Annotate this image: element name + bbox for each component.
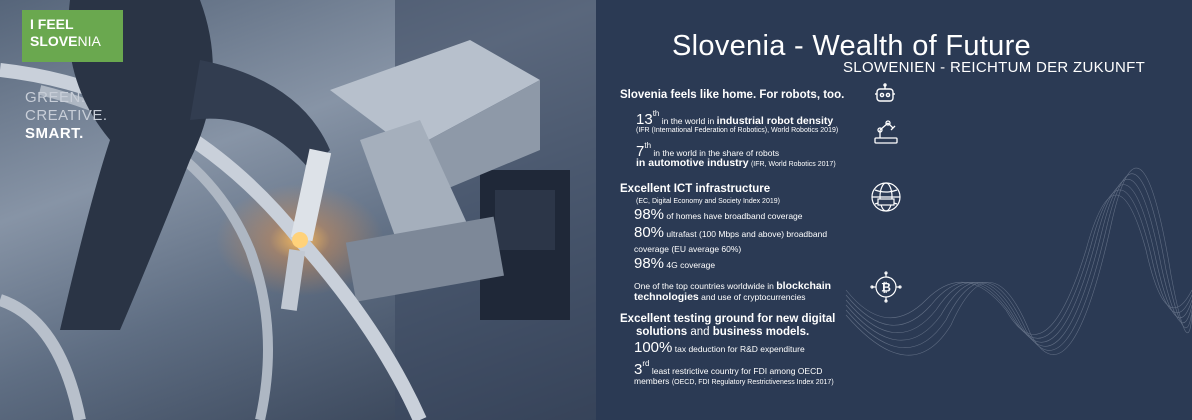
tagline-smart: SMART. (25, 125, 84, 142)
rd-tax-stat (634, 339, 805, 356)
page-subtitle: SLOWENIEN - REICHTUM DER ZUKUNFT (843, 59, 1146, 76)
stat-text: least restrictive country for FDI among OECD (651, 366, 823, 376)
ict-ultrafast-stat (634, 224, 828, 241)
brand-logo (22, 10, 123, 62)
stat-suffix: th (652, 109, 660, 118)
stat-suffix: rd (642, 359, 650, 368)
blockchain-highlight1: blockchain (776, 280, 832, 292)
stat-text: of homes have broadband coverage (666, 211, 803, 221)
testing-heading-models: business models. (712, 326, 810, 338)
robot-head-icon (873, 82, 897, 106)
ict-broadband-stat (634, 206, 803, 223)
blockchain-highlight2: technologies (634, 291, 699, 303)
network-globe-icon (869, 180, 903, 214)
fdi-members: members (634, 376, 670, 386)
brand-line1: I FEEL (30, 16, 74, 32)
brand-line2-bold: SLOVE (30, 33, 78, 49)
info-panel (596, 0, 1192, 420)
testing-heading-and: and (690, 326, 710, 338)
stat-text: 4G coverage (666, 260, 716, 270)
blockchain-line2 (634, 292, 806, 303)
stat-number: 80% (634, 224, 665, 241)
page-title: Slovenia - Wealth of Future (672, 30, 1031, 62)
robot-density-source: (IFR (International Federation of Robotics), World Robotics 2019) (636, 127, 839, 134)
robots-heading: Slovenia feels like home. For robots, too. (620, 89, 845, 101)
stat-highlight: in automotive industry (636, 157, 749, 169)
testing-heading-line2 (636, 325, 809, 339)
stat-number: 100% (634, 339, 673, 356)
blockchain-text1: One of the top countries worldwide in (634, 281, 774, 291)
stat-number: 7 (636, 143, 645, 160)
bitcoin-circuit-icon (869, 270, 903, 304)
stat-number: 13 (636, 111, 653, 128)
stat-text: tax deduction for R&D expenditure (674, 344, 805, 354)
fdi-line2 (634, 376, 834, 388)
brand-line2-light: NIA (77, 33, 101, 49)
blockchain-text2: and use of cryptocurrencies (701, 292, 806, 302)
fdi-source: (OECD, FDI Regulatory Restrictiveness Index 2017) (671, 379, 834, 386)
stat-text: in the world in the share of robots (653, 148, 780, 158)
tagline-green: GREEN. (25, 89, 86, 106)
ict-4g-stat (634, 255, 716, 272)
testing-heading-solutions: solutions (636, 326, 688, 338)
stat-highlight: industrial robot density (716, 115, 834, 127)
stat-number: 98% (634, 255, 665, 272)
ict-source: (EC, Digital Economy and Society Index 2019) (636, 198, 780, 205)
testing-heading-line1: Excellent testing ground for new digital (620, 313, 836, 325)
robot-share-line2 (636, 158, 836, 170)
stat-source: (IFR, World Robotics 2017) (750, 161, 836, 168)
stat-text: in the world in (661, 116, 715, 126)
stat-number: 98% (634, 206, 665, 223)
ict-heading: Excellent ICT infrastructure (620, 183, 771, 195)
fdi-stat (634, 358, 822, 377)
stat-number: 3 (634, 361, 643, 378)
brand-tagline (25, 89, 108, 143)
stat-suffix: th (644, 141, 652, 150)
stat-text: ultrafast (100 Mbps and above) broadband (666, 229, 828, 239)
ict-ultrafast-line2: coverage (EU average 60%) (634, 244, 742, 254)
tagline-creative: CREATIVE. (25, 107, 108, 124)
svg-text:₿: ₿ (881, 280, 891, 295)
robot-arm-icon (871, 116, 901, 146)
